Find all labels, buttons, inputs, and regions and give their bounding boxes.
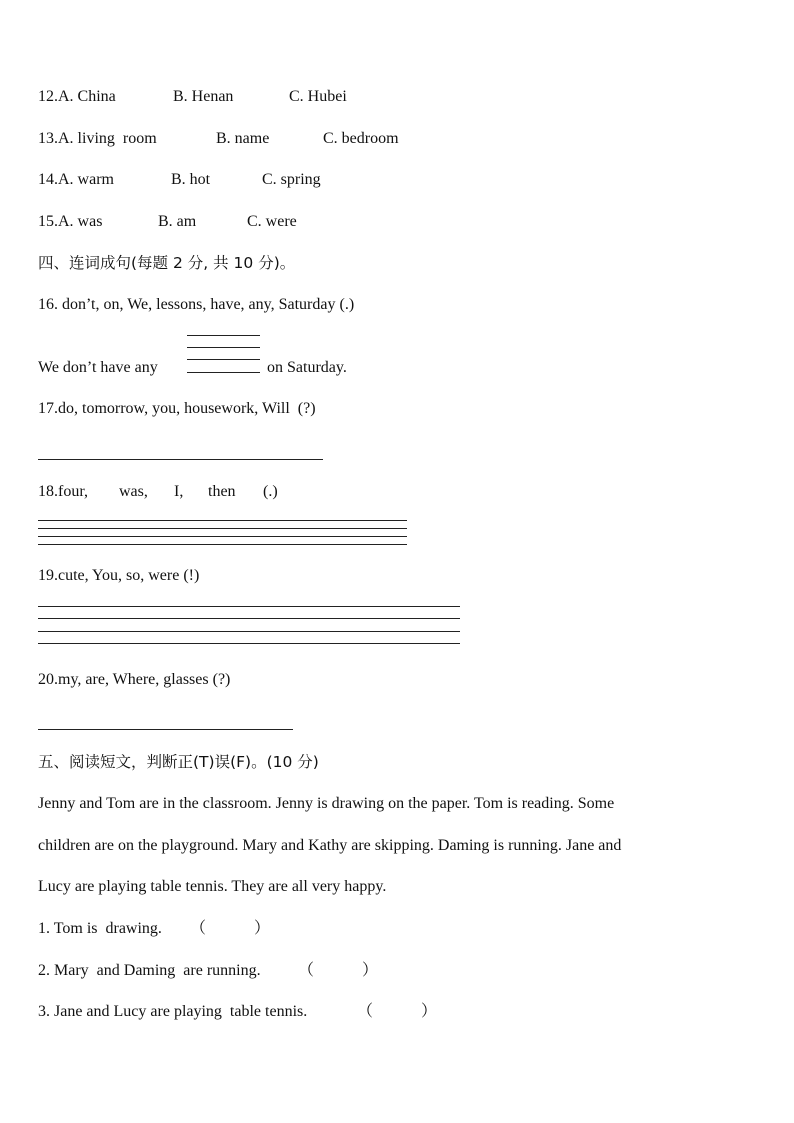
passage-line-2: children are on the playground. Mary and Kathy are skipping. Daming is running. Jane and [38,837,622,854]
q18-word-3: I, [174,483,184,500]
q14-option-c: C. spring [262,171,321,188]
q16-answer-rule-3[interactable] [187,359,260,360]
q20-prompt: 20.my, are, Where, glasses (?) [38,671,231,688]
q19-answer-rule-1[interactable] [38,606,460,607]
q20-answer-line[interactable] [38,729,293,730]
q18-word-2: was, [119,483,148,500]
q16-answer-end: on Saturday. [267,359,347,376]
q17-answer-line[interactable] [38,459,323,460]
q19-answer-rule-2[interactable] [38,618,460,619]
q18-answer-rule-1[interactable] [38,520,407,521]
q19-prompt: 19.cute, You, so, were (!) [38,567,200,584]
tf-item-3: 3. Jane and Lucy are playing table tennis. [38,1003,308,1020]
q13-option-c: C. bedroom [323,130,399,147]
q15-option-c: C. were [247,213,297,230]
q18-answer-rule-4[interactable] [38,544,407,545]
section5-heading: 五、阅读短文，判断正(T)误(F)。(10 分) [38,753,319,771]
q15-option-a: 15.A. was [38,213,103,230]
tf-answer-1[interactable]: （ ） [190,920,271,937]
q18-answer-rule-3[interactable] [38,536,407,537]
q19-answer-rule-4[interactable] [38,643,460,644]
q14-option-b: B. hot [171,171,211,188]
q18-answer-rule-2[interactable] [38,528,407,529]
q16-answer-rule-4[interactable] [187,372,260,373]
q19-answer-rule-3[interactable] [38,631,460,632]
q17-prompt: 17.do, tomorrow, you, housework, Will (?) [38,400,316,417]
tf-item-1: 1. Tom is drawing. [38,920,162,937]
q13-option-a: 13.A. living room [38,130,157,147]
q18-word-4: then [208,483,236,500]
q16-answer-start: We don’t have any [38,359,158,376]
q12-option-c: C. Hubei [289,88,347,105]
q13-option-b: B. name [216,130,270,147]
q12-option-a: 12.A. China [38,88,116,105]
passage-line-3: Lucy are playing table tennis. They are all very happy. [38,878,387,895]
q18-word-5: (.) [263,483,278,500]
passage-line-1: Jenny and Tom are in the classroom. Jenny is drawing on the paper. Tom is reading. Some [38,795,615,812]
q14-option-a: 14.A. warm [38,171,114,188]
q16-answer-rule-2[interactable] [187,347,260,348]
tf-item-2: 2. Mary and Daming are running. [38,962,261,979]
q16-answer-rule-1[interactable] [187,335,260,336]
q12-option-b: B. Henan [173,88,234,105]
q18-word-1: 18.four, [38,483,89,500]
section4-heading: 四、连词成句(每题 2 分, 共 10 分)。 [38,254,296,272]
tf-answer-3[interactable]: （ ） [357,1003,438,1020]
q15-option-b: B. am [158,213,197,230]
q16-prompt: 16. don’t, on, We, lessons, have, any, Saturday (.) [38,296,355,313]
tf-answer-2[interactable]: （ ） [298,962,379,979]
